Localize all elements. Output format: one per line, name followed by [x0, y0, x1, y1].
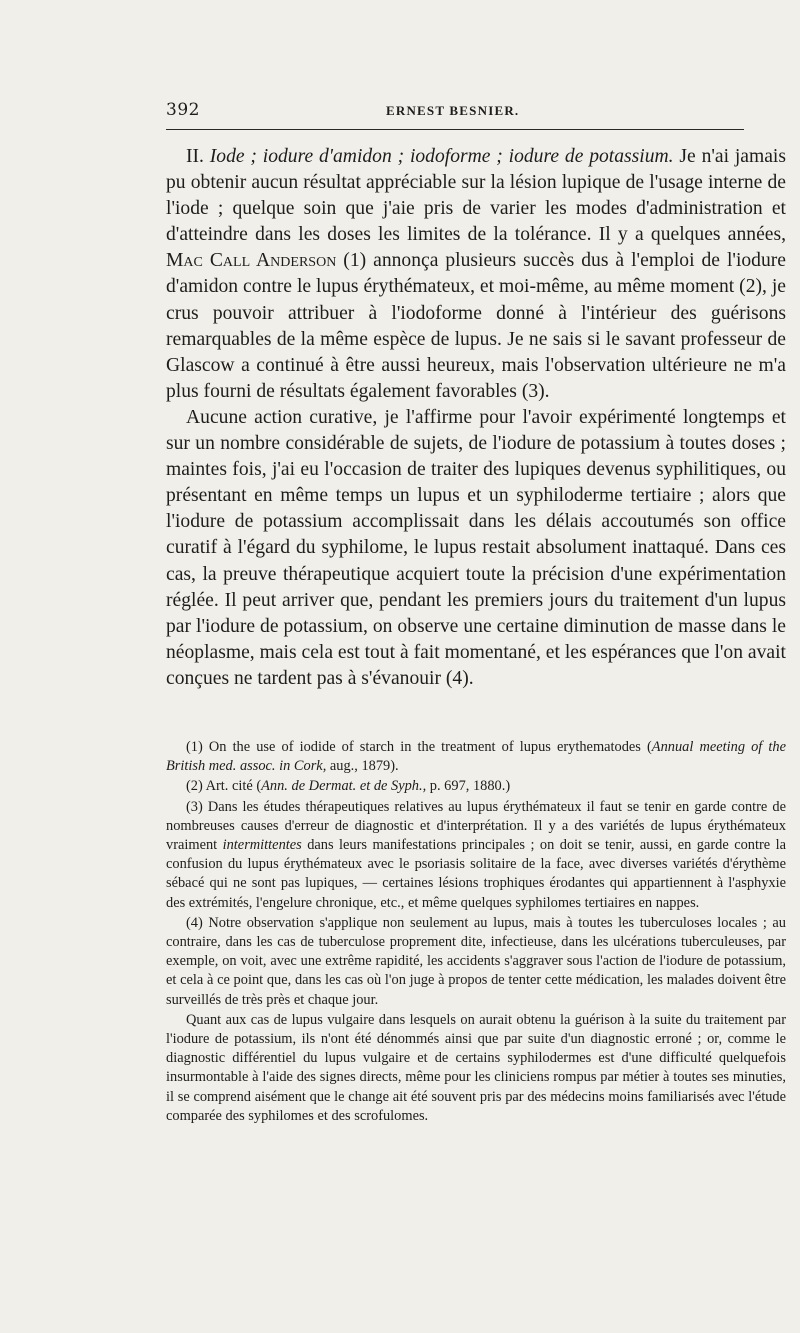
paragraph-2: Aucune action curative, je l'affirme pour l'avoir expérimenté longtemps et sur un nombre considérable de sujets, de l'iodure de potassium à toutes doses ; maintes fois, j'ai eu l'occasion de traiter des lupiques devenus syphilitiques, ou présentant en même temps un lupus et un syphiloderme tertiaire ; alors que l'iodure de potassium accomplissait dans les délais accoutumés son office curatif à l'égard du syphilome, le lupus restait absolument inattaqué. Dans ces cas, la preuve thérapeutique acquiert toute la précision d'une expérimentation réglée. Il peut arriver que, pendant les premiers jours du traitement d'un lupus par l'iodure de potassium, on observe une certaine diminution de masse dans le néoplasme, mais cela est tout à fait momentané, et les espérances que l'on avait conçues ne tardent pas à s'évanouir (4). — [166, 406, 786, 689]
footnotes — [166, 738, 786, 1126]
section-title: Iode ; iodure d'amidon ; iodoforme ; iodure de potassium. — [209, 146, 674, 167]
author-name: Mac Call Anderson — [166, 250, 337, 272]
footnote-1-citation: Annual meeting of the British med. assoc. in Cork, — [166, 739, 786, 775]
footnote-1-text-b: aug., 1879). — [326, 758, 399, 775]
footnote-2-text-a: (2) Art. cité ( — [186, 778, 262, 795]
footnote-1 — [166, 738, 786, 776]
footnote-2 — [166, 777, 786, 796]
page-number: 392 — [166, 100, 200, 120]
main-text — [166, 144, 786, 692]
running-head — [166, 100, 786, 126]
footnote-3 — [166, 798, 786, 913]
header-rule — [166, 129, 744, 130]
footnote-4-continuation: Quant aux cas de lupus vulgaire dans lesquels on aurait obtenu la guérison à la suite du traitement par l'iodure de potassium, ils n'ont été dénommés ainsi que par suite d'un diagnostic erroné ; or, comme le diagnostic différentiel du lupus vulgaire et de certains syphilodermes est d'une difficulté quelquefois insurmontable à l'aide des signes directs, même pour les cliniciens rompus par métier à toutes ses minuties, il se comprend aisément que le change ait été souvent pris par des médecins moins familiarisés avec l'étude comparée des syphilomes et des scrofulomes. — [166, 1011, 786, 1124]
section-number: II. — [186, 146, 204, 167]
paragraph-1-text-a: Je n'ai jamais pu obtenir aucun résultat appréciable sur la lésion lupique de l'usage interne de l'iode ; quelque soin que j'aie pris de varier les modes d'administration et d'atteindre dans les doses les limites de la tolérance. Il y a quelques années, — [166, 146, 786, 246]
paragraph-1 — [166, 144, 786, 405]
footnote-3-text-b: dans leurs manifestations principales ; on doit se tenir, aussi, en garde contre la confusion du lupus érythémateux avec le psoriasis solitaire de la face, avec diverses variétés d'érythème sébacé qui ne sont pas lupiques, — certaines lésions trophiques érodantes qui appartiennent à l'asphyxie des extrémités, l'engelure chronique, etc., et même quelques syphilomes tertiaires en nappes. — [166, 837, 786, 911]
footnote-1-text-a: (1) On the use of iodide of starch in the treatment of lupus erythematodes ( — [186, 739, 652, 755]
paragraph-1-text-b: (1) annonça plusieurs succès dus à l'emploi de l'iodure d'amidon contre le lupus érythémateux, et moi-même, au même moment (2), je crus pouvoir attribuer à l'iodoforme donné à l'intérieur des guérisons remarquables de la même espèce de lupus. Je ne sais si le savant professeur de Glascow a continué à être aussi heureux, mais l'observation ultérieure ne m'a plus fourni de résultats également favorables (3). — [166, 250, 786, 402]
footnote-3-emphasis: intermittentes — [222, 837, 302, 854]
footnote-3-text-a: (3) Dans les études thérapeutiques relatives au lupus érythémateux il faut se tenir en garde contre de nombreuses causes d'erreur de diagnostic et d'interprétation. Il y a des variétés de lupus érythémateux vraiment — [166, 798, 786, 854]
running-title: ERNEST BESNIER. — [386, 103, 520, 118]
footnote-2-text-b: p. 697, 1880.) — [426, 778, 511, 795]
footnote-4: (4) Notre observation s'applique non seulement au lupus, mais à toutes les tuberculoses locales ; au contraire, dans les cas de tuberculose proprement dite, infectieuse, dans les ulcérations tuberculeuses, par exemple, on voit, avec une extrême rapidité, les accidents s'aggraver sous l'action de l'iodure de potassium, et cela à ce point que, dans les cas où l'on juge à propos de tenter cette médication, les malades doivent être surveillés de très près et chaque jour. — [166, 914, 786, 1008]
footnote-2-citation: Ann. de Dermat. et de Syph., — [261, 778, 427, 795]
